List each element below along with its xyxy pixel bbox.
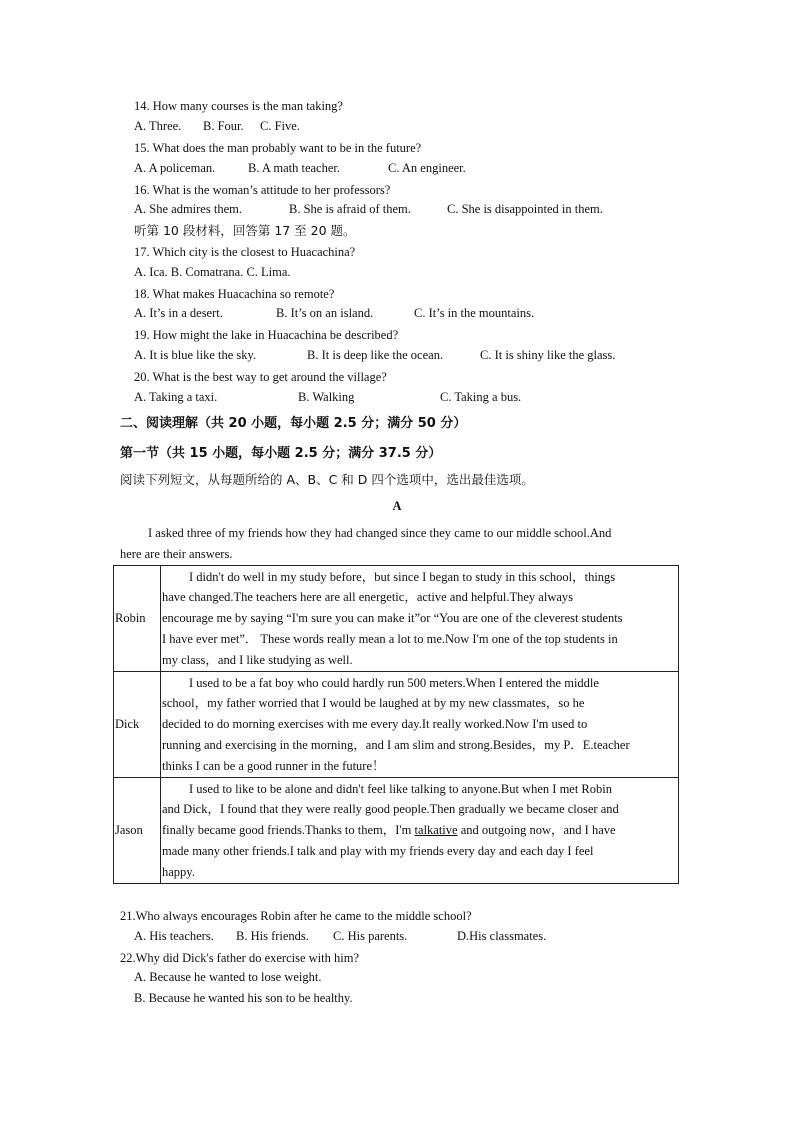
question-20: 20. What is the best way to get around the village? <box>134 370 387 384</box>
story-line: thinks I can be a good runner in the future！ <box>162 758 385 773</box>
q18-option-c: C. It’s in the mountains. <box>414 306 535 320</box>
story-line: decided to do morning exercises with me every day.It really worked.Now I'm used to <box>162 717 588 732</box>
question-19: 19. How might the lake in Huacachina be described? <box>134 328 399 342</box>
q19-option-a: A. It is blue like the sky. <box>134 348 257 362</box>
question-15: 15. What does the man probably want to be in the future? <box>134 141 422 155</box>
row-story <box>161 778 679 884</box>
q14-option-b: B. Four. <box>203 119 244 133</box>
q20-option-b: B. Walking <box>298 390 355 404</box>
passage-intro-line-2: here are their answers. <box>120 547 233 561</box>
passage-intro-line-1: I asked three of my friends how they had changed since they came to our middle school.And <box>148 526 612 540</box>
question-17: 17. Which city is the closest to Huacachina? <box>134 245 356 259</box>
friends-table <box>113 565 679 884</box>
question-22: 22.Why did Dick's father do exercise with him? <box>120 951 359 965</box>
row-name: Jason <box>114 778 161 884</box>
q18-option-b: B. It’s on an island. <box>276 306 374 320</box>
story-fragment: finally became good friends.Thanks to them，I'm <box>162 823 415 838</box>
table-row <box>114 566 679 672</box>
passage-label: A <box>392 499 402 513</box>
row-name: Dick <box>114 672 161 778</box>
story-line: I have ever met”． These words really mean a lot to me.Now I'm one of the top students in <box>162 631 618 646</box>
story-line: school，my father worried that I would be laughed at by my new classmates，so he <box>162 696 585 711</box>
story-line: and Dick，I found that they were really good people.Then gradually we became closer and <box>162 802 619 817</box>
story-line: happy. <box>162 864 195 879</box>
story-line: made many other friends.I talk and play with my friends every day and each day I feel <box>162 843 594 858</box>
q14-option-a: A. Three. <box>134 119 182 133</box>
story-line: my class，and I like studying as well. <box>162 652 353 667</box>
table-row <box>114 778 679 884</box>
q20-option-c: C. Taking a bus. <box>440 390 522 404</box>
story-line: encourage me by saying “I'm sure you can make it”or “You are one of the cleverest students <box>162 611 623 626</box>
q21-option-a: A. His teachers. <box>134 929 214 943</box>
story-line: I didn't do well in my study before，but since I began to study in this school，things <box>189 569 616 584</box>
story-line <box>162 820 678 841</box>
q16-option-b: B. She is afraid of them. <box>289 202 411 216</box>
row-story <box>161 672 679 778</box>
q22-option-a: A. Because he wanted to lose weight. <box>134 970 322 984</box>
q21-option-b: B. His friends. <box>236 929 309 943</box>
q15-option-c: C. An engineer. <box>388 161 466 175</box>
q19-option-c: C. It is shiny like the glass. <box>480 348 616 362</box>
story-line: have changed.The teachers here are all energetic，active and helpful.They always <box>162 590 574 605</box>
section-2-title: 二、阅读理解（共 20 小题，每小题 2.5 分；满分 50 分） <box>120 416 467 431</box>
story-line: I used to be a fat boy who could hardly run 500 meters.When I entered the middle <box>189 675 599 690</box>
row-story <box>161 566 679 672</box>
listening-instruction: 听第 10 段材料，回答第 17 至 20 题。 <box>134 223 356 238</box>
underlined-word: talkative <box>414 823 458 838</box>
q18-option-a: A. It’s in a desert. <box>134 306 223 320</box>
q21-option-c: C. His parents. <box>333 929 408 943</box>
q20-option-a: A. Taking a taxi. <box>134 390 218 404</box>
q15-option-a: A. A policeman. <box>134 161 216 175</box>
q22-option-b: B. Because he wanted his son to be healthy. <box>134 991 353 1005</box>
q17-options: A. Ica. B. Comatrana. C. Lima. <box>134 265 291 279</box>
table-row <box>114 672 679 778</box>
question-21: 21.Who always encourages Robin after he came to the middle school? <box>120 909 472 923</box>
question-18: 18. What makes Huacachina so remote? <box>134 287 335 301</box>
question-16: 16. What is the woman’s attitude to her professors? <box>134 183 391 197</box>
q16-option-a: A. She admires them. <box>134 202 242 216</box>
story-line: I used to like to be alone and didn't feel like talking to anyone.But when I met Robin <box>189 781 612 796</box>
question-14: 14. How many courses is the man taking? <box>134 99 343 113</box>
q16-option-c: C. She is disappointed in them. <box>447 202 603 216</box>
row-name: Robin <box>114 566 161 672</box>
q14-option-c: C. Five. <box>260 119 300 133</box>
story-line: running and exercising in the morning，and I am slim and strong.Besides，my P．E.teacher <box>162 737 630 752</box>
story-fragment: and outgoing now，and I have <box>457 823 616 838</box>
q21-option-d: D.His classmates. <box>457 929 547 943</box>
reading-instruction: 阅读下列短文，从每题所给的 A、B、C 和 D 四个选项中，选出最佳选项。 <box>120 472 534 487</box>
part-1-title: 第一节（共 15 小题，每小题 2.5 分；满分 37.5 分） <box>120 446 442 461</box>
q15-option-b: B. A math teacher. <box>248 161 340 175</box>
q19-option-b: B. It is deep like the ocean. <box>307 348 444 362</box>
